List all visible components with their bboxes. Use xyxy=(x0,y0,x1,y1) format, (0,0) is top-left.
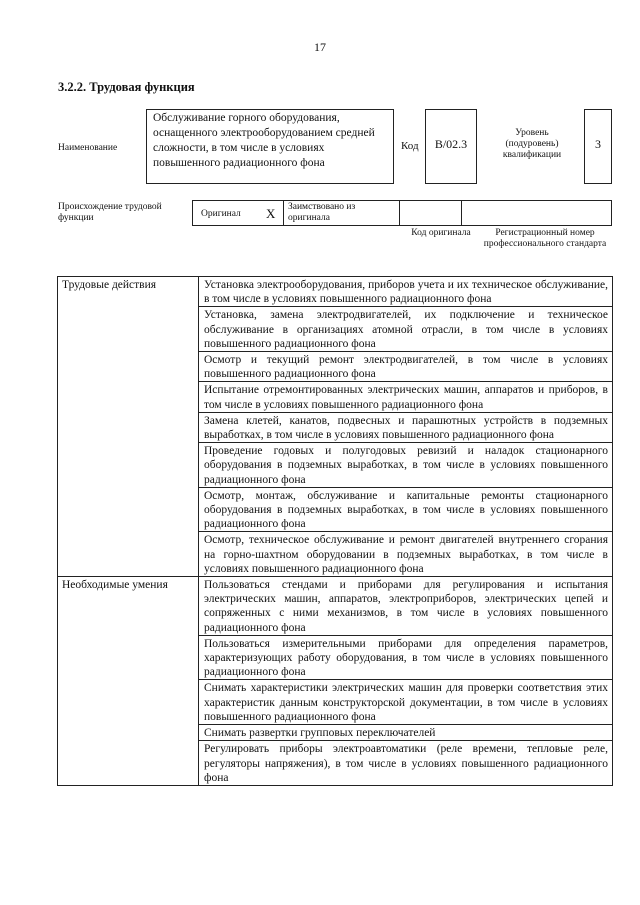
section-title: 3.2.2. Трудовая функция xyxy=(58,80,195,94)
category-label: Необходимые умения xyxy=(58,577,199,786)
table-cell-item: Регулировать приборы электроавтоматики (реле времени, тепловые реле, регуляторы напряжения), в том числе в условиях повышенного радиационного фона xyxy=(199,741,613,786)
name-label: Наименование xyxy=(58,143,118,153)
code-original-cell xyxy=(400,200,462,226)
table-cell-item: Осмотр, монтаж, обслуживание и капитальные ремонты стационарного оборудования в подземных выработках, в том числе в условиях повышенного радиационного фона xyxy=(199,487,613,532)
table-cell-item: Снимать характеристики электрических машин для проверки соответствия этих характеристик данным конструкторской документации, в том числе в условиях повышенного радиационного фона xyxy=(199,680,613,725)
origin-row xyxy=(192,200,612,226)
table-cell-item: Испытание отремонтированных электрических машин, аппаратов и приборов, в том числе в условиях повышенного радиационного фона xyxy=(199,382,613,412)
code-original-caption: Код оригинала xyxy=(411,228,471,238)
table-row xyxy=(58,277,613,307)
reg-number-cell xyxy=(462,200,612,226)
category-label: Трудовые действия xyxy=(58,277,199,577)
borrowed-cell xyxy=(284,200,400,226)
level-label: Уровень (подуровень) квалификации xyxy=(502,128,562,160)
original-label: Оригинал xyxy=(201,209,241,219)
code-value: B/02.3 xyxy=(425,109,477,184)
function-table xyxy=(57,276,613,786)
table-cell-item: Осмотр, техническое обслуживание и ремонт двигателей внутреннего сгорания на горно-шахтном оборудовании в подземных выработках, в том числе в условиях повышенного радиационного фона xyxy=(199,532,613,577)
borrowed-label: Заимствовано из оригинала xyxy=(288,202,356,223)
table-cell-item: Установка электрооборудования, приборов учета и их техническое обслуживание, в том числе в условиях повышенного радиационного фона xyxy=(199,277,613,307)
code-label: Код xyxy=(401,140,419,152)
origin-label: Происхождение трудовой функции xyxy=(58,202,162,223)
table-row xyxy=(58,577,613,636)
reg-number-caption: Регистрационный номер профессионального стандарта xyxy=(483,228,607,249)
table-cell-item: Пользоваться стендами и приборами для регулирования и испытания электрических машин, аппаратов, электроприборов, электрических цепей и сопряженных с ними механизмов, в том числе в условиях повышенного радиационного фона xyxy=(199,577,613,636)
table-cell-item: Установка, замена электродвигателей, их подключение и техническое обслуживание в организациях атомной отрасли, в том числе в условиях повышенного радиационного фона xyxy=(199,307,613,352)
table-cell-item: Замена клетей, канатов, подвесных и парашютных устройств в подземных выработках, в том числе в условиях повышенного радиационного фона xyxy=(199,412,613,442)
original-mark: X xyxy=(266,206,276,221)
page-number: 17 xyxy=(314,40,326,54)
table-cell-item: Осмотр и текущий ремонт электродвигателей, в том числе в условиях повышенного радиационного фона xyxy=(199,352,613,382)
table-cell-item: Проведение годовых и полугодовых ревизий и наладок стационарного оборудования в подземных выработках, в том числе в условиях повышенного радиационного фона xyxy=(199,443,613,488)
table-cell-item: Снимать развертки групповых переключателей xyxy=(199,725,613,741)
name-value: Обслуживание горного оборудования, оснащенного электрооборудованием средней сложности, в том числе в условиях повышенного радиационного фона xyxy=(146,109,394,184)
level-value: 3 xyxy=(584,109,612,184)
original-cell xyxy=(192,200,284,226)
table-cell-item: Пользоваться измерительными приборами для определения параметров, характеризующих работу оборудования, в том числе в условиях повышенного радиационного фона xyxy=(199,635,613,680)
